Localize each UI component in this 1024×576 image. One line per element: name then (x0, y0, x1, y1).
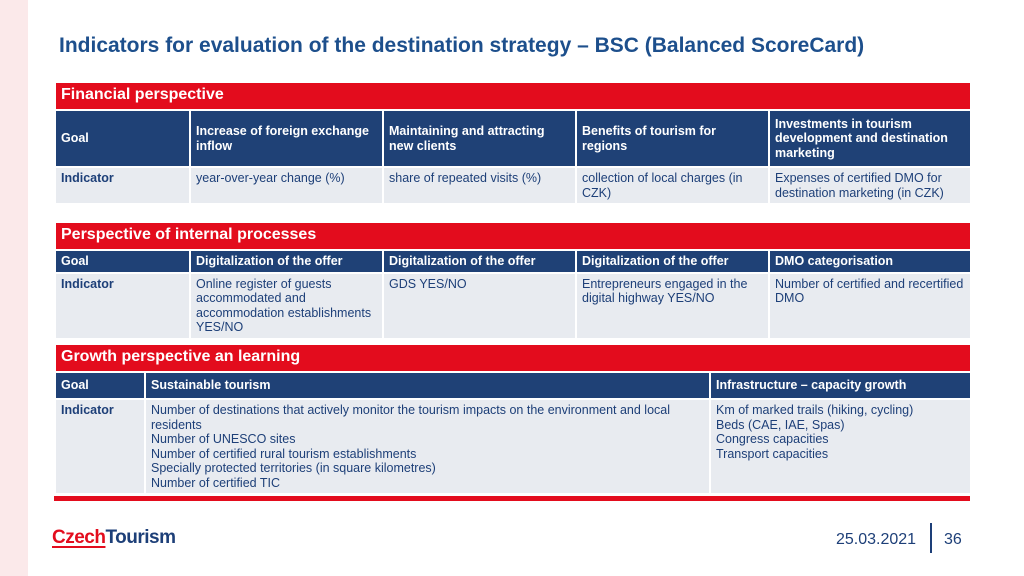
footer-date: 25.03.2021 (836, 531, 917, 548)
indicator-line: Beds (CAE, IAE, Spas) (716, 417, 845, 432)
indicator-cell: Online register of guests accommodated and accommodation establishments YES/NO (190, 273, 383, 339)
indicator-cell: Entrepreneurs engaged in the digital highway YES/NO (576, 273, 769, 339)
bottom-red-divider (54, 496, 970, 501)
goal-label: Goal (55, 372, 145, 399)
goal-cell: Benefits of tourism for regions (576, 110, 769, 167)
indicator-line: Number of destinations that actively monitor the tourism impacts on the environment and local residents (151, 403, 671, 432)
indicator-cell: collection of local charges (in CZK) (576, 167, 769, 204)
goal-label: Goal (55, 250, 190, 273)
indicator-line: Number of certified rural tourism establishments (151, 446, 417, 461)
indicator-label: Indicator (55, 273, 190, 339)
indicator-cell: GDS YES/NO (383, 273, 576, 339)
indicator-cell: Expenses of certified DMO for destination marketing (in CZK) (769, 167, 971, 204)
logo-tourism: Tourism (105, 527, 176, 548)
indicator-line: Transport capacities (716, 446, 829, 461)
indicator-line: Specially protected territories (in square kilometres) (151, 461, 436, 475)
logo-czech: Czech (52, 527, 106, 548)
indicator-cell: Number of certified and recertified DMO (769, 273, 971, 339)
indicator-line: Congress capacities (716, 432, 829, 446)
internal-processes-table (54, 221, 972, 340)
page-title: Indicators for evaluation of the destination strategy – BSC (Balanced ScoreCard) (59, 34, 865, 57)
indicator-cell: share of repeated visits (%) (383, 167, 576, 204)
growth-perspective-table (54, 343, 972, 495)
goal-label: Goal (55, 110, 190, 167)
left-accent-strip (0, 0, 28, 576)
indicator-label: Indicator (55, 399, 145, 494)
financial-perspective-table (54, 81, 972, 205)
goal-cell: Investments in tourism development and destination marketing (769, 110, 971, 167)
goal-cell: Digitalization of the offer (383, 250, 576, 273)
indicator-line: Km of marked trails (hiking, cycling) (716, 403, 914, 417)
goal-cell: Sustainable tourism (145, 372, 710, 399)
goal-cell: DMO categorisation (769, 250, 971, 273)
indicator-line: Number of UNESCO sites (151, 432, 296, 446)
goal-cell: Increase of foreign exchange inflow (190, 110, 383, 167)
indicator-cell: year-over-year change (%) (190, 167, 383, 204)
goal-cell: Infrastructure – capacity growth (710, 372, 971, 399)
goal-cell: Digitalization of the offer (576, 250, 769, 273)
goal-cell: Maintaining and attracting new clients (383, 110, 576, 167)
internal-processes-header: Perspective of internal processes (55, 222, 971, 250)
financial-perspective-header: Financial perspective (55, 82, 971, 110)
czechtourism-logo (52, 527, 176, 549)
page-number: 36 (944, 531, 962, 548)
goal-cell: Digitalization of the offer (190, 250, 383, 273)
growth-perspective-header: Growth perspective an learning (55, 344, 971, 372)
footer-separator (930, 523, 932, 553)
indicator-line: Number of certified TIC (151, 475, 280, 490)
indicator-label: Indicator (55, 167, 190, 204)
indicator-cell (145, 399, 710, 494)
indicator-cell (710, 399, 971, 494)
